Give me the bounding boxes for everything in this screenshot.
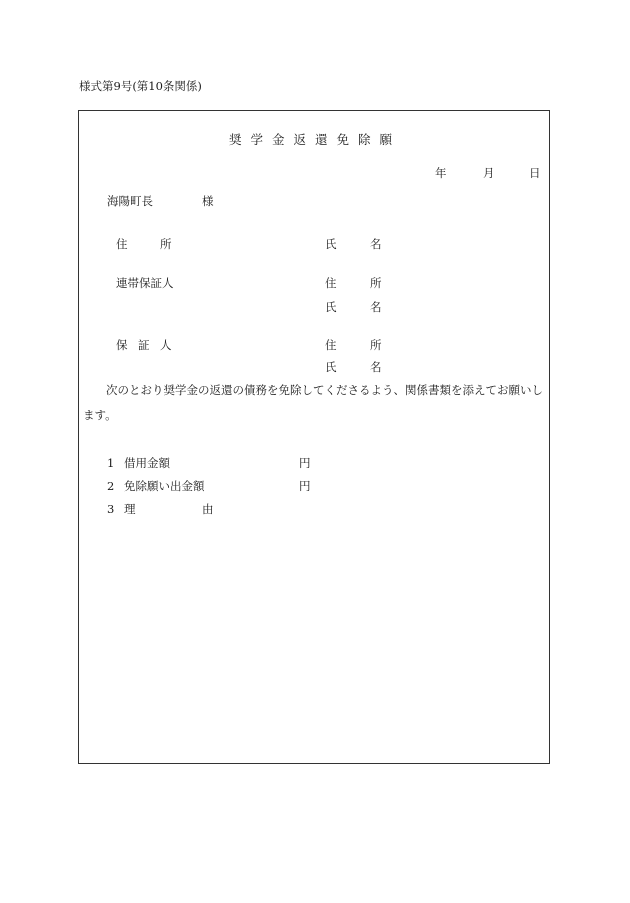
guarantor-address-label-1: 住 (325, 338, 337, 352)
item-unit-yen: 円 (299, 456, 311, 470)
date-day-label: 日 (529, 166, 541, 180)
form-number-label: 様式第9号(第10条関係) (79, 79, 202, 93)
joint-guarantor-name-label-2: 名 (370, 300, 382, 314)
applicant-name-label-2: 名 (370, 237, 382, 251)
item-unit-yen: 円 (299, 479, 311, 493)
joint-guarantor-name-label-1: 氏 (325, 300, 337, 314)
form-frame (78, 110, 550, 764)
item-number: 3 (107, 502, 115, 516)
guarantor-label-3: 人 (160, 338, 172, 352)
guarantor-name-label-1: 氏 (325, 360, 337, 374)
honorific: 様 (202, 194, 214, 208)
item-label-reason-1: 理 (124, 502, 136, 516)
guarantor-name-label-2: 名 (370, 360, 382, 374)
applicant-address-label-1: 住 (116, 237, 128, 251)
joint-guarantor-address-label-2: 所 (370, 276, 382, 290)
guarantor-label-1: 保 (116, 338, 128, 352)
date-year-label: 年 (435, 166, 447, 180)
applicant-address-label-2: 所 (160, 237, 172, 251)
guarantor-label-2: 証 (138, 338, 150, 352)
joint-guarantor-label: 連帯保証人 (116, 276, 174, 290)
form-title: 奨学金返還免除願 (229, 132, 402, 147)
item-label-reason-2: 由 (202, 502, 214, 516)
item-number: 2 (107, 479, 115, 493)
date-month-label: 月 (483, 166, 495, 180)
joint-guarantor-address-label-1: 住 (325, 276, 337, 290)
item-label-loan-amount: 借用金額 (124, 456, 170, 470)
item-label-waiver-amount: 免除願い出金額 (124, 479, 205, 493)
addressee: 海陽町長 (107, 194, 153, 208)
request-text-line-1: 次のとおり奨学金の返還の債務を免除してくださるよう、関係書類を添えてお願いし (106, 383, 543, 397)
applicant-name-label-1: 氏 (325, 237, 337, 251)
guarantor-address-label-2: 所 (370, 338, 382, 352)
item-number: 1 (107, 456, 115, 470)
request-text-line-2: ます。 (83, 408, 117, 422)
